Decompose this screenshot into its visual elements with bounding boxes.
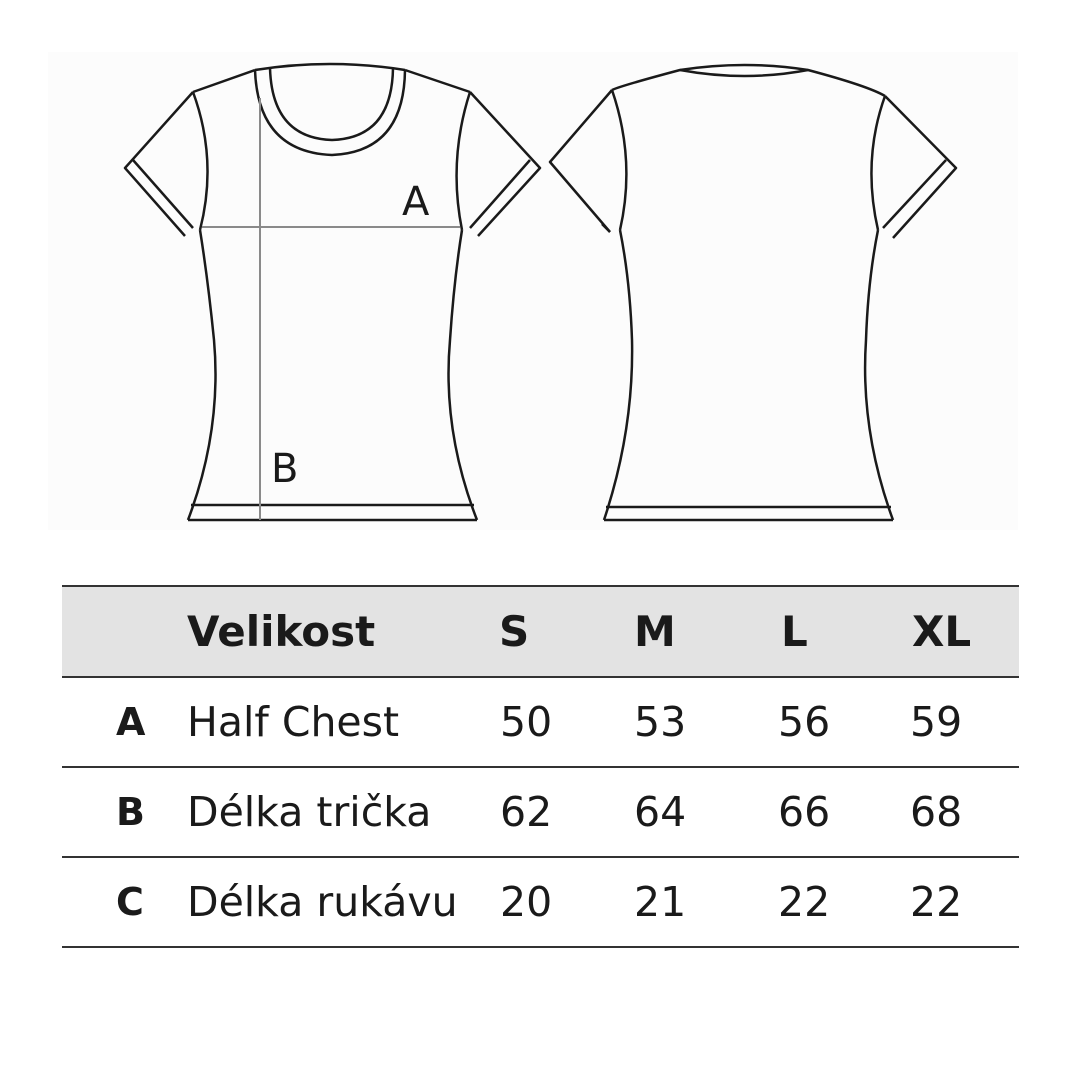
table-header-row: [62, 585, 1019, 678]
row-marker: A: [116, 700, 146, 744]
header-size-xl: XL: [912, 607, 972, 656]
header-size-m: M: [634, 607, 676, 656]
header-size-l: L: [781, 607, 808, 656]
header-size-label: Velikost: [187, 607, 376, 656]
value-s: 50: [500, 698, 553, 746]
table-row: [62, 678, 1019, 768]
row-label: Délka rukávu: [187, 878, 458, 926]
size-table: [62, 585, 1019, 948]
front-tshirt-outline: [125, 64, 540, 520]
value-s: 20: [500, 878, 553, 926]
row-marker: C: [116, 880, 144, 924]
row-label: Délka trička: [187, 788, 432, 836]
table-row: [62, 858, 1019, 948]
value-xl: 59: [910, 698, 963, 746]
value-m: 64: [634, 788, 687, 836]
row-marker: B: [116, 790, 145, 834]
value-m: 53: [634, 698, 687, 746]
value-l: 56: [778, 698, 831, 746]
table-row: [62, 768, 1019, 858]
value-m: 21: [634, 878, 687, 926]
value-s: 62: [500, 788, 553, 836]
header-size-s: S: [499, 607, 530, 656]
marker-a-label: A: [402, 179, 430, 225]
value-l: 66: [778, 788, 831, 836]
row-label: Half Chest: [187, 698, 400, 746]
value-xl: 22: [910, 878, 963, 926]
value-xl: 68: [910, 788, 963, 836]
marker-b-label: B: [271, 446, 299, 492]
back-tshirt-outline: [550, 65, 956, 520]
value-l: 22: [778, 878, 831, 926]
